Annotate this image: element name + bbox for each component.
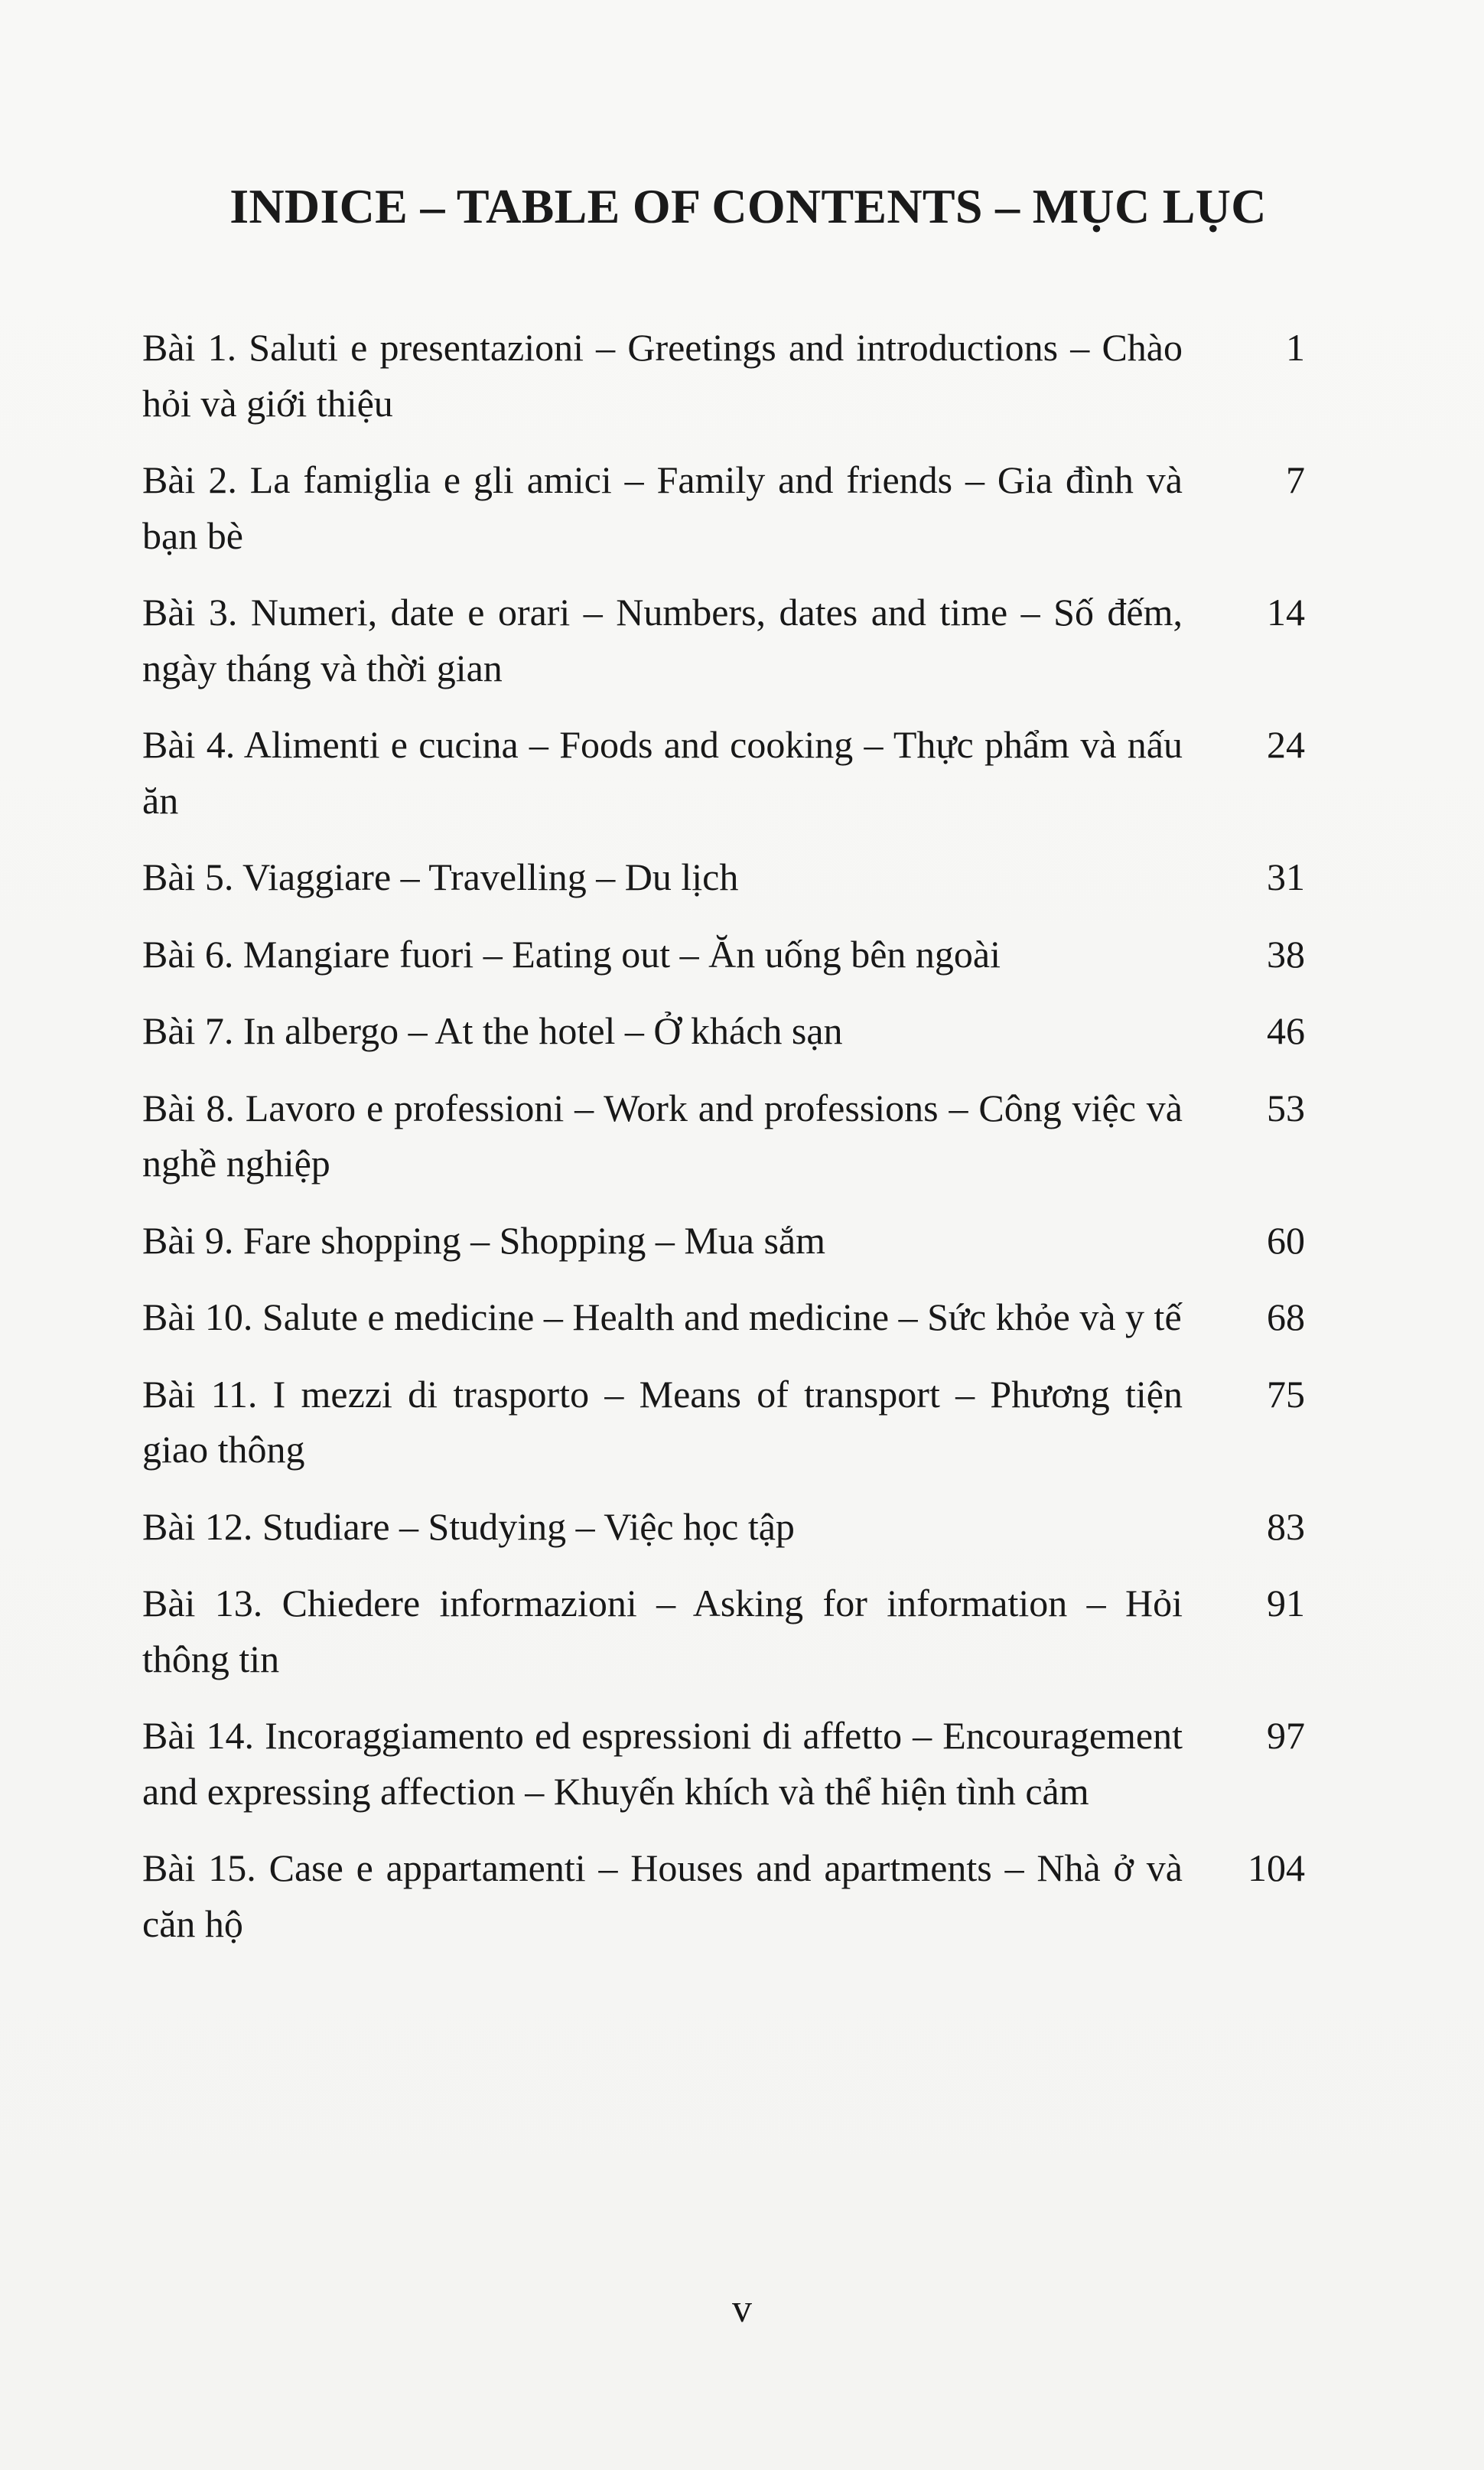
toc-entry-5 [142, 849, 1305, 905]
toc-entry-page: 68 [1267, 1295, 1305, 1338]
toc-entry-text: Bài 9. Fare shopping – Shopping – Mua sắm [142, 1218, 826, 1262]
toc-entry-7 [142, 1003, 1305, 1059]
table-of-contents [142, 320, 1305, 1973]
page-number: v [732, 2287, 752, 2331]
toc-entry-text: Bài 4. Alimenti e cucina – Foods and cooking – Thực phẩm và nấu ăn [142, 723, 1183, 822]
toc-entry-text: Bài 1. Saluti e presentazioni – Greetings and introductions – Chào hỏi và giới thiệu [142, 326, 1183, 425]
toc-entry-8 [142, 1080, 1305, 1191]
toc-entry-page: 31 [1267, 855, 1305, 898]
toc-entry-14 [142, 1708, 1305, 1819]
toc-entry-page: 53 [1267, 1086, 1305, 1129]
toc-entry-page: 1 [1286, 326, 1305, 369]
toc-entry-page: 7 [1286, 458, 1305, 501]
toc-entry-text: Bài 15. Case e appartamenti – Houses and apartments – Nhà ở và căn hộ [142, 1846, 1183, 1945]
toc-entry-text: Bài 3. Numeri, date e orari – Numbers, dates and time – Số đếm, ngày tháng và thời gian [142, 591, 1183, 689]
toc-entry-page: 14 [1267, 591, 1305, 634]
toc-entry-page: 97 [1267, 1714, 1305, 1757]
toc-entry-page: 83 [1267, 1504, 1305, 1548]
toc-entry-text: Bài 10. Salute e medicine – Health and medicine – Sức khỏe và y tế [142, 1295, 1182, 1338]
page-title: INDICE – TABLE OF CONTENTS – MỤC LỤC [229, 179, 1267, 233]
toc-entry-page: 75 [1267, 1372, 1305, 1416]
toc-entry-text: Bài 12. Studiare – Studying – Việc học tập [142, 1504, 795, 1548]
toc-entry-text: Bài 5. Viaggiare – Travelling – Du lịch [142, 855, 739, 898]
toc-entry-page: 46 [1267, 1009, 1305, 1052]
toc-entry-text: Bài 13. Chiedere informazioni – Asking for information – Hỏi thông tin [142, 1582, 1183, 1680]
toc-entry-page: 60 [1267, 1218, 1305, 1262]
toc-entry-10 [142, 1289, 1305, 1345]
toc-entry-11 [142, 1367, 1305, 1478]
toc-entry-9 [142, 1213, 1305, 1269]
toc-entry-text: Bài 11. I mezzi di trasporto – Means of transport – Phương tiện giao thông [142, 1372, 1183, 1471]
toc-entry-text: Bài 7. In albergo – At the hotel – Ở khách sạn [142, 1009, 843, 1052]
toc-entry-page: 91 [1267, 1582, 1305, 1624]
toc-entry-text: Bài 14. Incoraggiamento ed espressioni di affetto – Encouragement and expressing affection – Khuyến khích và thể hiện tình cảm [142, 1714, 1183, 1813]
toc-entry-3 [142, 585, 1305, 696]
toc-entry-12 [142, 1499, 1305, 1555]
toc-entry-2 [142, 452, 1305, 563]
toc-entry-text: Bài 8. Lavoro e professioni – Work and professions – Công việc và nghề nghiệp [142, 1086, 1183, 1184]
toc-entry-15 [142, 1840, 1305, 1951]
toc-entry-1 [142, 320, 1305, 431]
toc-entry-text: Bài 6. Mangiare fuori – Eating out – Ăn uống bên ngoài [142, 932, 1001, 976]
toc-entry-13 [142, 1576, 1305, 1686]
toc-entry-text: Bài 2. La famiglia e gli amici – Family and friends – Gia đình và bạn bè [142, 458, 1183, 557]
toc-entry-page: 38 [1267, 932, 1305, 976]
toc-entry-6 [142, 927, 1305, 982]
toc-entry-page: 104 [1248, 1846, 1305, 1889]
toc-entry-4 [142, 717, 1305, 828]
toc-entry-page: 24 [1267, 723, 1305, 766]
